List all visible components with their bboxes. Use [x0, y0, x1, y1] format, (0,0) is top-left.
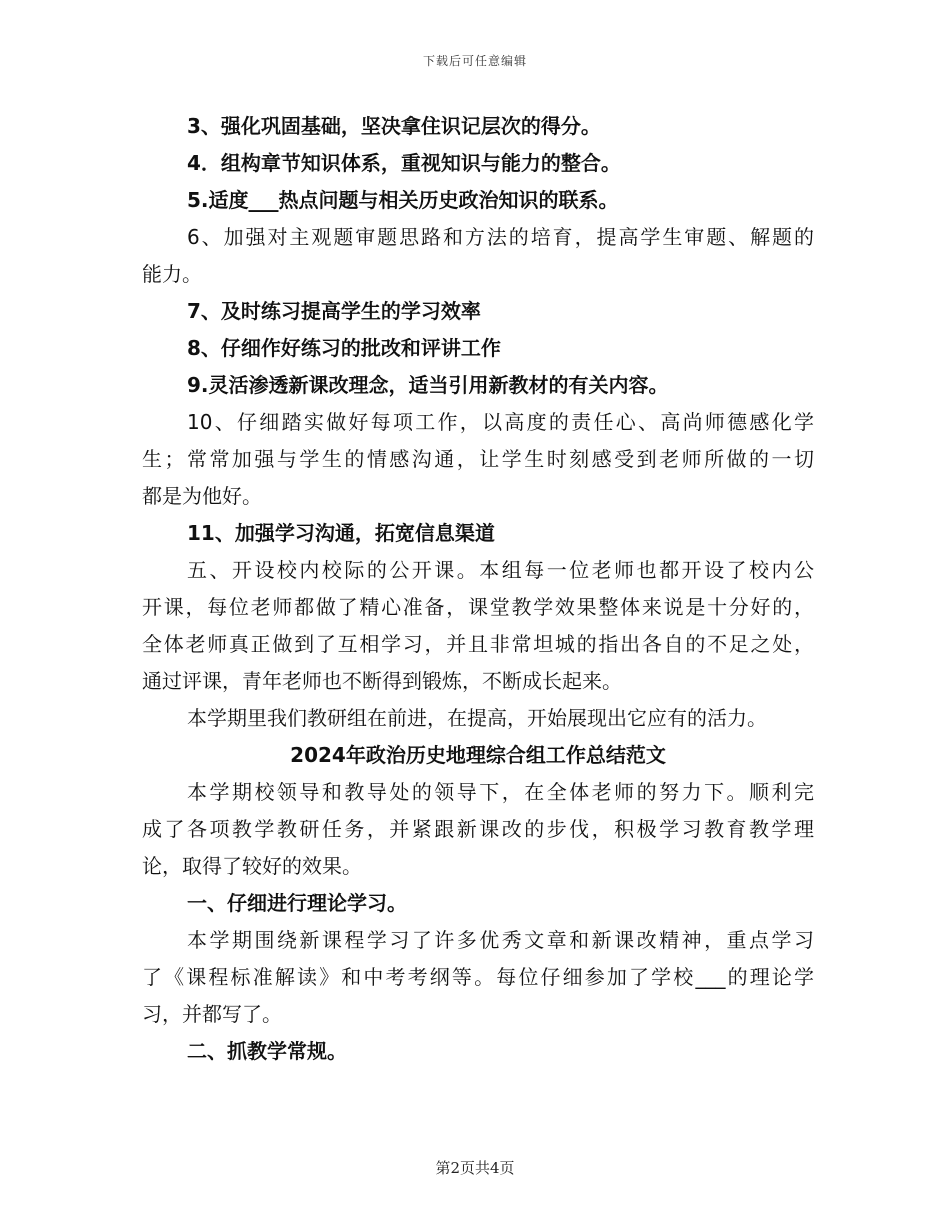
item-6-paragraph [142, 219, 814, 293]
item-6-line-2: 能力。 [142, 262, 202, 286]
section-5-line-4: 通过评课，青年老师也不断得到锻炼，不断成长起来。 [142, 669, 622, 693]
item-10-line-1: 10、仔细踏实做好每项工作，以高度的责任心、高尚师德感化学 [187, 410, 814, 434]
closing-sentence: 本学期里我们教研组在前进，在提高，开始展现出它应有的活力。 [187, 706, 767, 730]
item-4: 4．组构章节知识体系，重视知识与能力的整合。 [187, 151, 621, 175]
theory-study-line-1: 本学期围绕新课程学习了许多优秀文章和新课改精神，重点学习 [187, 928, 814, 952]
section-5-line-1: 五、开设校内校际的公开课。本组每一位老师也都开设了校内公 [187, 558, 814, 582]
document-title: 2024年政治历史地理综合组工作总结范文 [290, 743, 666, 767]
theory-study-line-3: 习，并都写了。 [142, 1002, 282, 1026]
item-5: 5.适度___热点问题与相关历史政治知识的联系。 [187, 188, 619, 212]
intro-line-3: 论，取得了较好的效果。 [142, 854, 362, 878]
heading-teaching-routine: 二、抓教学常规。 [187, 1039, 347, 1063]
heading-theory-study: 一、仔细进行理论学习。 [187, 891, 407, 915]
section-5-paragraph [142, 552, 814, 700]
item-10-line-2: 生；常常加强与学生的情感沟通，让学生时刻感受到老师所做的一切 [142, 447, 814, 471]
item-11: 11、加强学习沟通，拓宽信息渠道 [187, 521, 495, 545]
document-body [142, 108, 814, 1070]
theory-study-paragraph [142, 922, 814, 1033]
item-6-line-1: 6、加强对主观题审题思路和方法的培育，提高学生审题、解题的 [187, 225, 814, 249]
section-5-line-3: 全体老师真正做到了互相学习，并且非常坦城的指出各自的不足之处， [142, 632, 814, 656]
item-10-line-3: 都是为他好。 [142, 484, 262, 508]
item-8: 8、仔细作好练习的批改和评讲工作 [187, 336, 501, 360]
intro-line-1: 本学期校领导和教导处的领导下，在全体老师的努力下。顺利完 [187, 780, 814, 804]
item-3: 3、强化巩固基础，坚决拿住识记层次的得分。 [187, 114, 601, 138]
intro-paragraph [142, 774, 814, 885]
item-7: 7、及时练习提高学生的学习效率 [187, 299, 481, 323]
page-header-note: 下载后可任意编辑 [422, 54, 527, 68]
item-10-paragraph [142, 404, 814, 515]
section-5-line-2: 开课，每位老师都做了精心准备，课堂教学效果整体来说是十分好的， [142, 595, 814, 619]
item-9: 9.灵活渗透新课改理念，适当引用新教材的有关内容。 [187, 373, 669, 397]
theory-study-line-2: 了《课程标准解读》和中考考纲等。每位仔细参加了学校___的理论学 [142, 965, 814, 989]
intro-line-2: 成了各项教学教研任务，并紧跟新课改的步伐，积极学习教育教学理 [142, 817, 814, 841]
page-number: 第2页共4页 [435, 1159, 515, 1177]
